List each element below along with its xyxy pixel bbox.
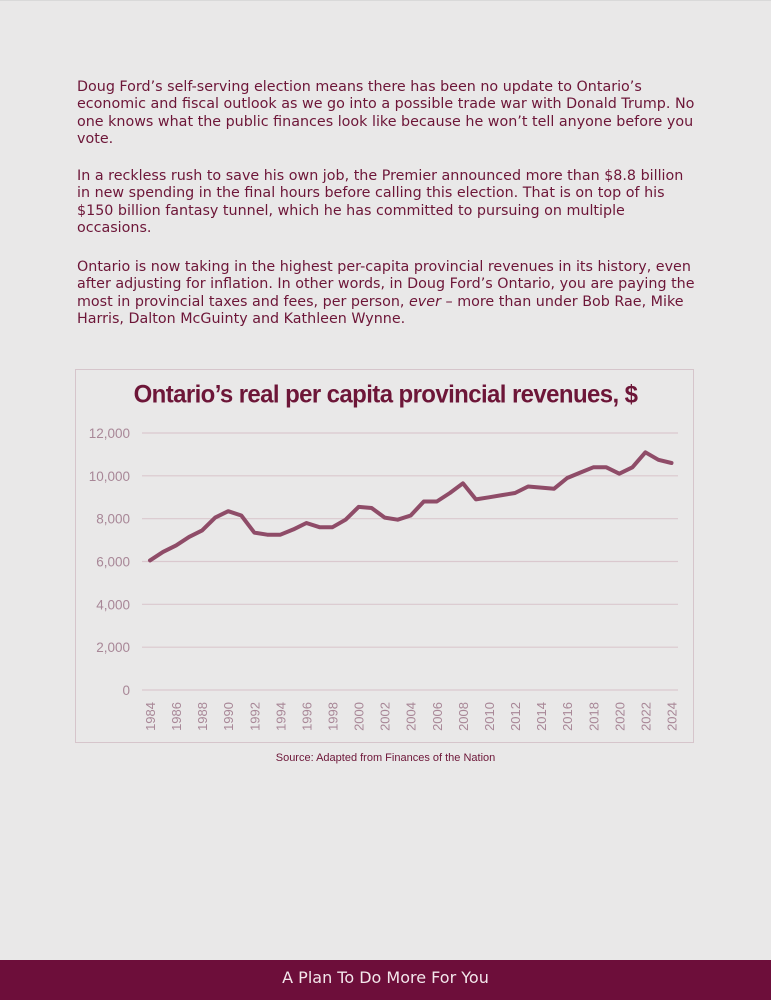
- x-tick-label: 2012: [508, 702, 524, 731]
- y-tick-label: 2,000: [96, 640, 130, 656]
- y-tick-label: 8,000: [96, 511, 130, 527]
- x-tick-label: 2000: [351, 702, 367, 731]
- paragraph-revenues-text-end: – more than under Bob Rae, Mike Harris, Dalton McGuinty and Kathleen Wynne.: [77, 293, 684, 328]
- x-tick-label: 1988: [195, 702, 211, 731]
- y-tick-label: 0: [122, 683, 130, 698]
- x-tick-label: 2020: [612, 702, 628, 731]
- x-tick-label: 2022: [638, 702, 654, 731]
- x-tick-label: 2016: [560, 702, 576, 731]
- x-tick-label: 2008: [455, 702, 471, 731]
- footer-banner: [0, 960, 771, 1000]
- footer-tagline: A Plan To Do More For You: [282, 968, 489, 987]
- x-tick-label: 2002: [377, 702, 393, 731]
- x-tick-label: 2024: [664, 702, 680, 731]
- chart-title: Ontario’s real per capita provincial revenues, $: [133, 380, 638, 409]
- x-tick-label: 2006: [429, 702, 445, 731]
- x-tick-label: 2004: [403, 702, 419, 731]
- paragraph-spending: In a reckless rush to save his own job, the Premier announced more than $8.8 billion in new spending in the final hours before calling this election. That is on top of his $150 billion fantasy tunnel, which he has committed to pursuing on multiple occasions.: [77, 168, 684, 237]
- y-tick-label: 4,000: [96, 597, 130, 613]
- series-line: [150, 452, 672, 560]
- x-tick-label: 1998: [325, 702, 341, 731]
- y-tick-label: 10,000: [88, 468, 130, 484]
- x-tick-label: 1992: [247, 702, 263, 731]
- x-tick-label: 1994: [273, 702, 289, 731]
- y-tick-label: 12,000: [88, 426, 130, 441]
- chart-source: Source: Adapted from Finances of the Nation: [275, 752, 496, 764]
- x-tick-label: 1996: [299, 702, 315, 731]
- paragraph-outlook: Doug Ford’s self-serving election means there has been no update to Ontario’s economic and fiscal outlook as we go into a possible trade war with Donald Trump. No one knows what the public finances look like because he won’t tell anyone before you vote.: [77, 79, 695, 148]
- paragraph-revenues-text: Ontario is now taking in the highest per-capita provincial revenues in its history, even after adjusting for inflation. In other words, in Doug Ford’s Ontario, you are paying the most in provincial taxes and fees, per person,: [77, 259, 695, 310]
- x-tick-label: 1986: [169, 702, 185, 731]
- x-tick-label: 1984: [143, 702, 158, 731]
- paragraph-revenues-emphasis: ever: [409, 293, 441, 310]
- x-tick-label: 1990: [221, 702, 237, 731]
- y-tick-label: 6,000: [96, 554, 130, 570]
- x-tick-label: 2018: [586, 702, 602, 731]
- x-tick-label: 2010: [481, 702, 497, 731]
- x-tick-label: 2014: [534, 702, 550, 731]
